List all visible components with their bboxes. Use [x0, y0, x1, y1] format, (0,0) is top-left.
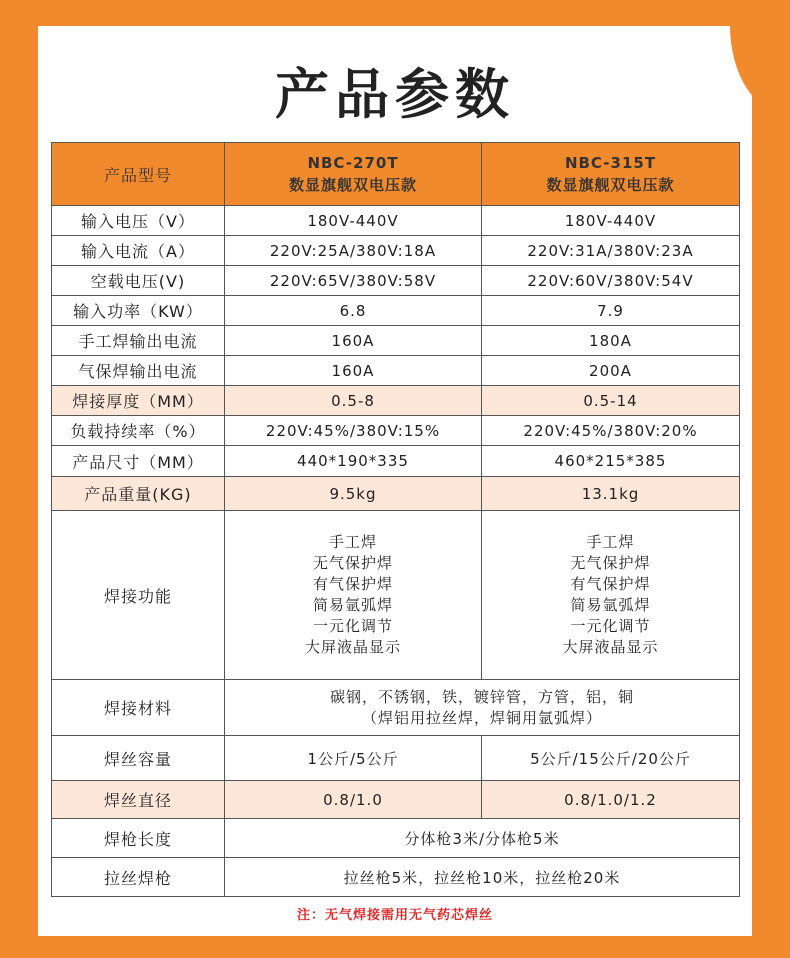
- row-value-a: 160A: [225, 326, 482, 356]
- table-row: [52, 446, 740, 477]
- functions-label: 焊接功能: [52, 511, 225, 680]
- table-row: [52, 416, 740, 446]
- table-row: [52, 356, 740, 386]
- torch-length-label: 焊枪长度: [52, 819, 225, 858]
- torch-length-value: 分体枪3米/分体枪5米: [225, 819, 740, 858]
- list-item: 有气保护焊: [312, 575, 393, 593]
- table-header-row: [52, 143, 740, 206]
- wire-capacity-row: [52, 736, 740, 781]
- wire-diameter-row: [52, 781, 740, 819]
- wire-capacity-a: 1公斤/5公斤: [225, 736, 482, 781]
- row-value-a: 0.5-8: [225, 386, 482, 416]
- pull-torch-label: 拉丝焊枪: [52, 858, 225, 897]
- row-value-b: 180A: [482, 326, 740, 356]
- row-value-a: 220V:45%/380V:15%: [225, 416, 482, 446]
- spec-table: [51, 142, 740, 897]
- row-value-b: 7.9: [482, 296, 740, 326]
- table-row: [52, 386, 740, 416]
- list-item: 大屏液晶显示: [562, 638, 659, 656]
- list-item: 无气保护焊: [312, 554, 393, 572]
- row-value-b: 0.5-14: [482, 386, 740, 416]
- table-row: [52, 477, 740, 511]
- table-row: [52, 236, 740, 266]
- row-label: 输入功率（KW）: [52, 296, 225, 326]
- row-value-a: 9.5kg: [225, 477, 482, 511]
- list-item: 简易氩弧焊: [570, 596, 651, 614]
- page-title: 产品参数: [275, 63, 515, 126]
- materials-line-2: （焊铝用拉丝焊，焊铜用氩弧焊）: [361, 708, 602, 727]
- row-value-a: 220V:65V/380V:58V: [225, 266, 482, 296]
- wire-capacity-label: 焊丝容量: [52, 736, 225, 781]
- functions-row: [52, 511, 740, 680]
- wire-diameter-b: 0.8/1.0/1.2: [482, 781, 740, 819]
- row-value-b: 13.1kg: [482, 477, 740, 511]
- model-b-header: [482, 143, 740, 206]
- list-item: 一元化调节: [570, 617, 651, 635]
- row-value-b: 460*215*385: [482, 446, 740, 477]
- materials-line-1: 碳钢，不锈钢，铁，镀锌管，方管，铝，铜: [329, 687, 634, 706]
- row-value-a: 6.8: [225, 296, 482, 326]
- row-label: 产品尺寸（MM）: [52, 446, 225, 477]
- row-value-a: 180V-440V: [225, 206, 482, 236]
- row-value-b: 220V:60V/380V:54V: [482, 266, 740, 296]
- list-item: 无气保护焊: [570, 554, 651, 572]
- row-value-b: 220V:31A/380V:23A: [482, 236, 740, 266]
- model-b-desc: 数显旗舰双电压款: [546, 176, 675, 194]
- table-row: [52, 326, 740, 356]
- row-label: 气保焊输出电流: [52, 356, 225, 386]
- list-item: 手工焊: [328, 533, 377, 551]
- list-item: 简易氩弧焊: [312, 596, 393, 614]
- list-item: 有气保护焊: [570, 575, 651, 593]
- wire-diameter-a: 0.8/1.0: [225, 781, 482, 819]
- table-row: [52, 296, 740, 326]
- row-value-a: 220V:25A/380V:18A: [225, 236, 482, 266]
- row-label: 焊接厚度（MM）: [52, 386, 225, 416]
- functions-list-b: [482, 511, 740, 680]
- row-value-b: 200A: [482, 356, 740, 386]
- model-a-code: NBC-270T: [307, 154, 399, 172]
- model-b-code: NBC-315T: [564, 154, 657, 172]
- list-item: 一元化调节: [312, 617, 393, 635]
- row-label: 空载电压(V): [52, 266, 225, 296]
- materials-value: [225, 680, 740, 736]
- row-label: 输入电流（A）: [52, 236, 225, 266]
- row-value-b: 220V:45%/380V:20%: [482, 416, 740, 446]
- list-item: 手工焊: [586, 533, 635, 551]
- functions-list-a: [225, 511, 482, 680]
- row-label: 产品重量(KG): [52, 477, 225, 511]
- wire-capacity-b: 5公斤/15公斤/20公斤: [482, 736, 740, 781]
- row-value-b: 180V-440V: [482, 206, 740, 236]
- table-row: [52, 206, 740, 236]
- row-label: 负载持续率（%）: [52, 416, 225, 446]
- materials-label: 焊接材料: [52, 680, 225, 736]
- pull-torch-row: [52, 858, 740, 897]
- footnote: 注：无气焊接需用无气药芯焊丝: [296, 908, 493, 923]
- model-a-header: [225, 143, 482, 206]
- table-row: [52, 266, 740, 296]
- row-value-a: 160A: [225, 356, 482, 386]
- pull-torch-value: 拉丝枪5米，拉丝枪10米，拉丝枪20米: [225, 858, 740, 897]
- row-label: 输入电压（V）: [52, 206, 225, 236]
- torch-length-row: [52, 819, 740, 858]
- wire-diameter-label: 焊丝直径: [52, 781, 225, 819]
- materials-row: [52, 680, 740, 736]
- row-label: 手工焊输出电流: [52, 326, 225, 356]
- row-value-a: 440*190*335: [225, 446, 482, 477]
- header-label: 产品型号: [52, 143, 225, 206]
- model-a-desc: 数显旗舰双电压款: [288, 176, 417, 194]
- list-item: 大屏液晶显示: [304, 638, 401, 656]
